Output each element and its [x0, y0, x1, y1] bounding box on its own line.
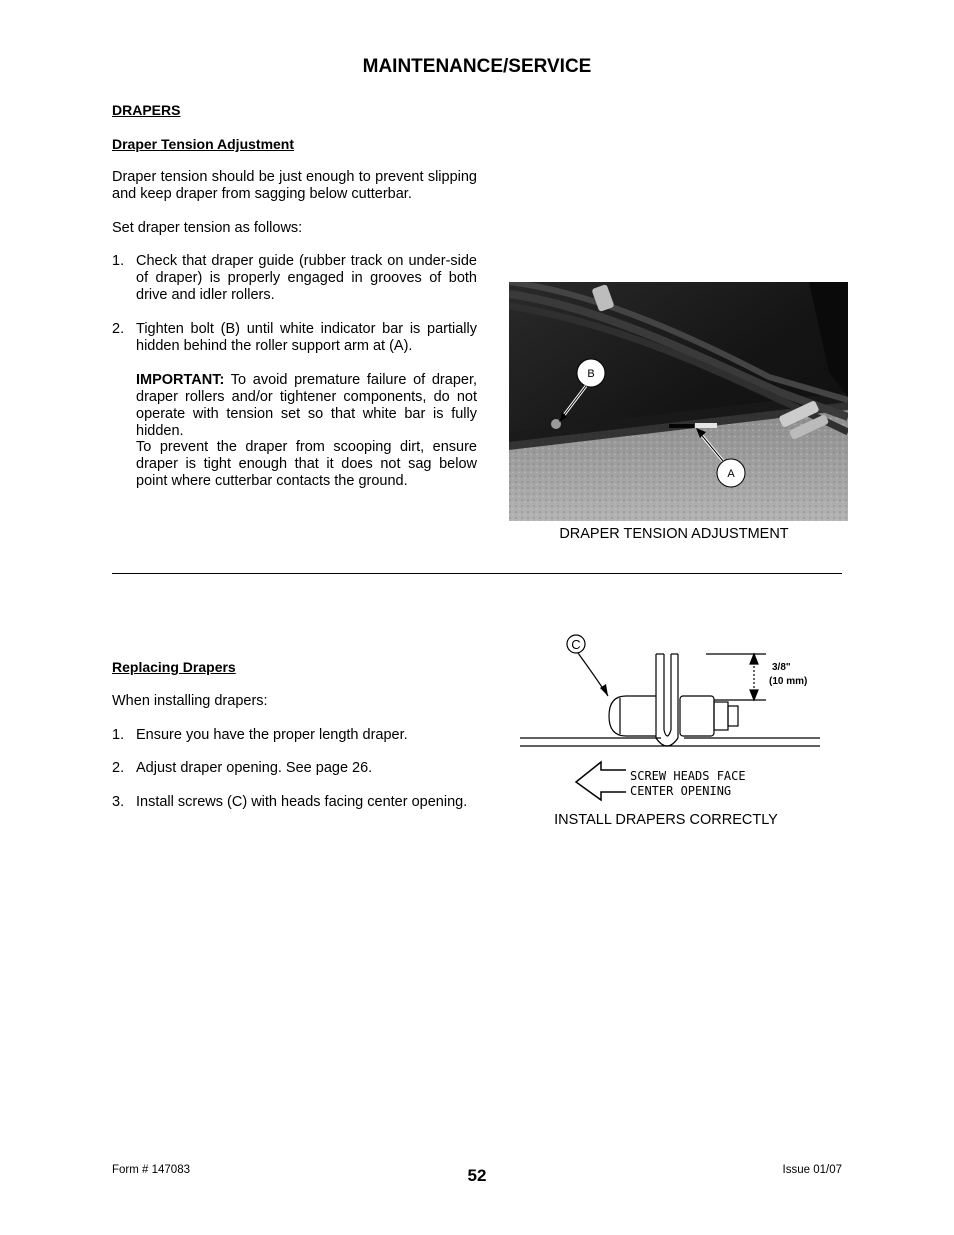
step-number: 1.: [112, 253, 125, 269]
replacing-intro: When installing drapers:: [112, 693, 268, 709]
photo-illustration: [509, 282, 848, 521]
replacing-step-3: [112, 794, 477, 811]
draper-tension-photo: [509, 282, 848, 521]
page-number: 52: [467, 1166, 487, 1185]
section-divider: [112, 573, 842, 574]
prevent-text: To prevent the draper from scooping dirt, ensure draper is tight enough that it does not sag below point where cutterbar contacts the ground.: [136, 439, 477, 489]
page-title: MAINTENANCE/SERVICE: [362, 56, 592, 77]
dimension-mm: (10 mm): [769, 676, 808, 687]
dimension-inch: 3/8": [772, 662, 791, 673]
diagram-caption: INSTALL DRAPERS CORRECTLY: [554, 812, 778, 828]
step-number: 2.: [112, 321, 125, 337]
issue-date: Issue 01/07: [782, 1164, 842, 1176]
callout-a: A: [727, 468, 735, 480]
tension-step-2: [112, 321, 477, 355]
step-number: 1.: [112, 727, 125, 743]
important-note: [112, 372, 477, 440]
note-line-2: CENTER OPENING: [630, 784, 732, 798]
tension-step-1: [112, 253, 477, 304]
prevent-scooping-note: [112, 439, 477, 490]
important-text: To avoid premature failure of draper, draper rollers and/or tightener components, do not operate with tension set so that white bar is fully hidden.: [136, 372, 477, 439]
important-label: IMPORTANT:: [136, 372, 225, 388]
install-drapers-diagram: [516, 630, 826, 805]
step-number: 3.: [112, 794, 125, 810]
diagram-illustration: [516, 630, 826, 805]
subheading-replacing-drapers: Replacing Drapers: [112, 659, 236, 675]
callout-b: B: [587, 368, 595, 380]
callout-c: C: [571, 637, 581, 652]
photo-caption: DRAPER TENSION ADJUSTMENT: [559, 526, 789, 542]
replacing-step-2: [112, 760, 477, 777]
replacing-step-1: [112, 727, 477, 744]
step-text: Install screws (C) with heads facing center opening.: [136, 794, 468, 810]
step-text: Check that draper guide (rubber track on under-side of draper) is properly engaged in grooves of both drive and idler rollers.: [136, 253, 477, 303]
step-text: Tighten bolt (B) until white indicator bar is partially hidden behind the roller support arm at (A).: [136, 321, 477, 354]
step-text: Adjust draper opening. See page 26.: [136, 760, 373, 776]
tension-intro: Draper tension should be just enough to prevent slipping and keep draper from sagging below cutterbar.: [112, 169, 477, 202]
set-tension-text: Set draper tension as follows:: [112, 220, 303, 236]
subheading-draper-tension: Draper Tension Adjustment: [112, 136, 295, 152]
section-heading-drapers: DRAPERS: [112, 102, 181, 118]
step-text: Ensure you have the proper length draper.: [136, 727, 408, 743]
form-number: Form # 147083: [112, 1164, 190, 1176]
note-line-1: SCREW HEADS FACE: [630, 769, 746, 783]
step-number: 2.: [112, 760, 125, 776]
